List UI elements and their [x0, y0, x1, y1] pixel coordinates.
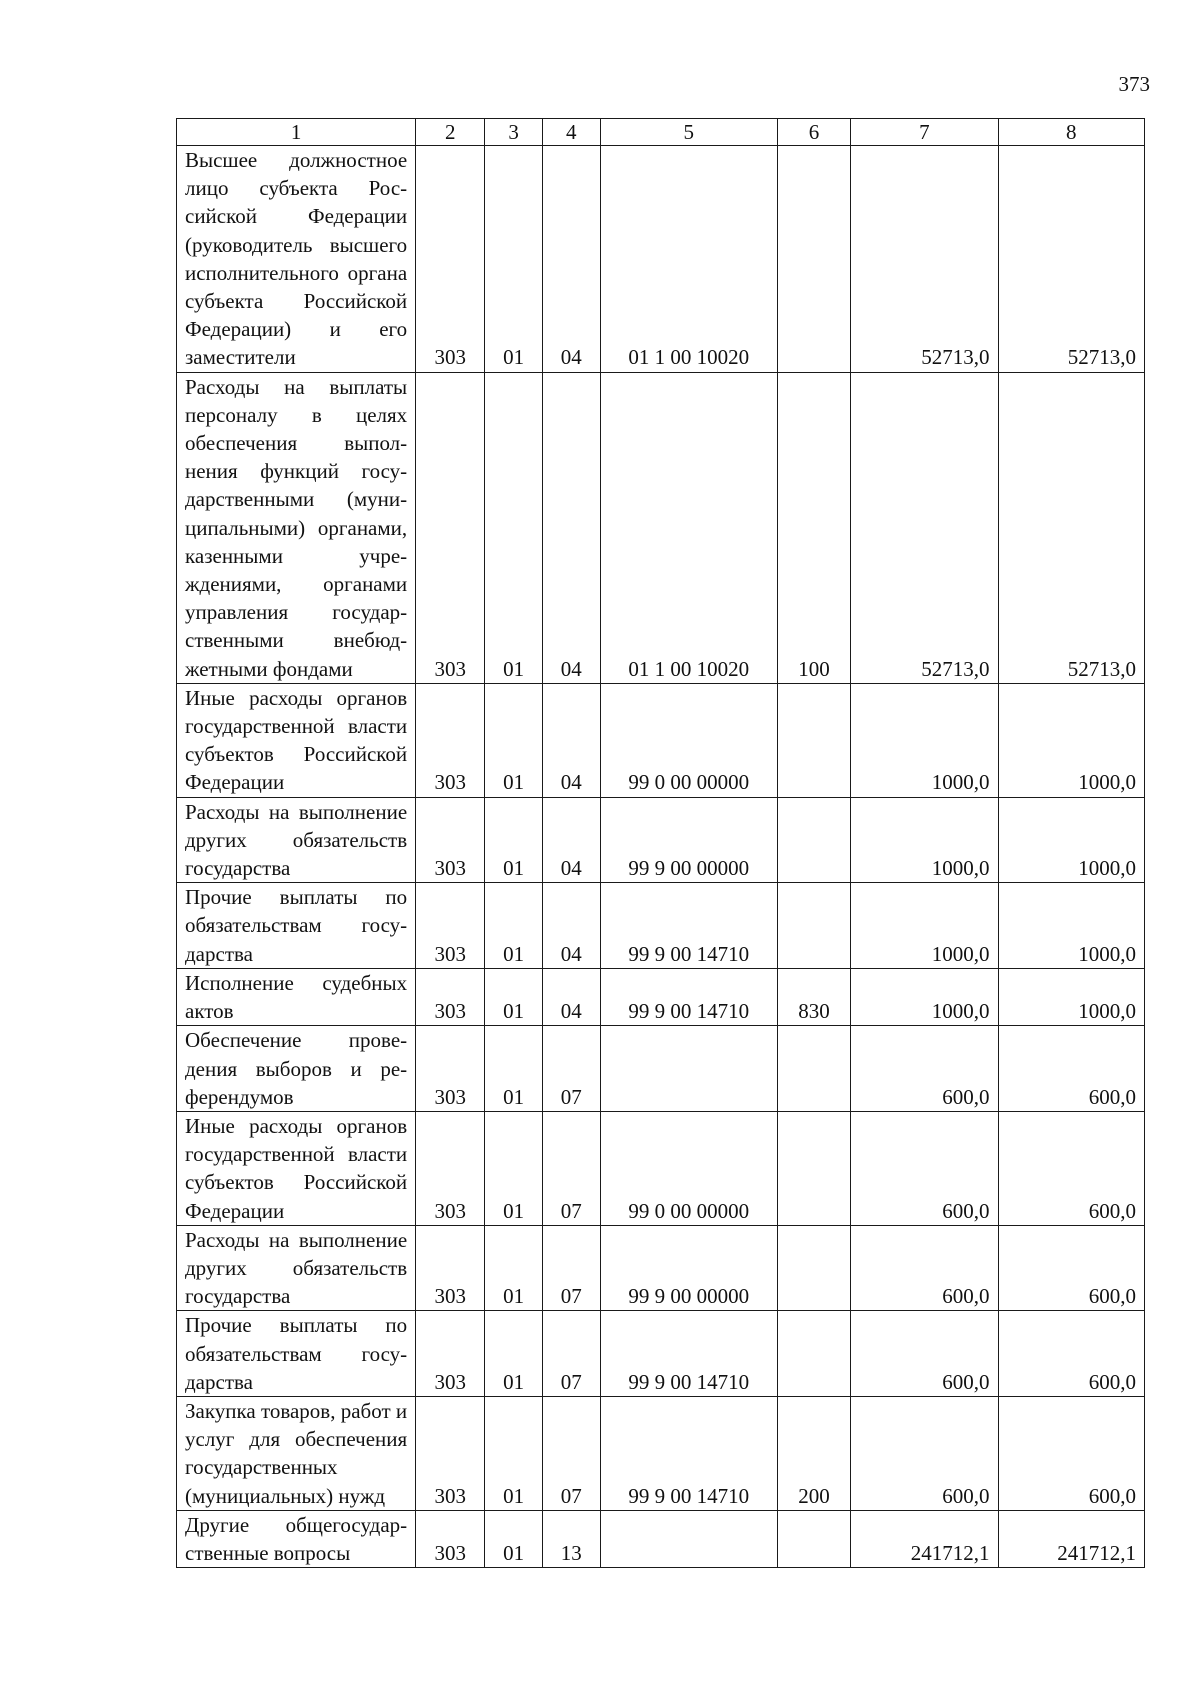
cell-amount-8: 52713,0	[998, 146, 1144, 373]
table-row	[177, 968, 1145, 1025]
budget-table	[176, 118, 1145, 1568]
row-description: Высшее должностное лицо субъекта Российской Федерации (руководитель высшего исполнительного органа субъекта Российской Федерации) и его заместители	[177, 146, 416, 373]
cell-code-5: 01 1 00 10020	[600, 372, 777, 683]
table-row	[177, 883, 1145, 969]
cell-code-3: 01	[485, 1510, 543, 1567]
table-row	[177, 797, 1145, 883]
cell-code-5: 99 0 00 00000	[600, 683, 777, 797]
cell-code-5: 99 9 00 00000	[600, 1225, 777, 1311]
table-row	[177, 1026, 1145, 1112]
cell-amount-7: 1000,0	[851, 797, 998, 883]
cell-code-6	[777, 1225, 850, 1311]
cell-code-3: 01	[485, 1225, 543, 1311]
cell-amount-7: 600,0	[851, 1026, 998, 1112]
column-header: 8	[998, 119, 1144, 146]
cell-code-6: 830	[777, 968, 850, 1025]
table-row	[177, 372, 1145, 683]
cell-code-2: 303	[416, 1026, 485, 1112]
cell-amount-7: 52713,0	[851, 146, 998, 373]
cell-code-5: 99 9 00 14710	[600, 968, 777, 1025]
cell-code-3: 01	[485, 797, 543, 883]
cell-amount-8: 600,0	[998, 1225, 1144, 1311]
cell-amount-8: 1000,0	[998, 683, 1144, 797]
cell-amount-8: 600,0	[998, 1396, 1144, 1510]
column-header: 5	[600, 119, 777, 146]
row-description: Расходы на выполнение других обязательств государства	[177, 1225, 416, 1311]
column-header: 6	[777, 119, 850, 146]
cell-code-2: 303	[416, 883, 485, 969]
cell-code-4: 04	[542, 683, 600, 797]
cell-code-4: 04	[542, 883, 600, 969]
cell-amount-7: 600,0	[851, 1396, 998, 1510]
cell-amount-8: 1000,0	[998, 968, 1144, 1025]
table-row	[177, 1510, 1145, 1567]
cell-code-2: 303	[416, 683, 485, 797]
header-row	[177, 119, 1145, 146]
cell-code-5: 99 9 00 14710	[600, 1396, 777, 1510]
cell-code-6: 100	[777, 372, 850, 683]
cell-code-2: 303	[416, 1510, 485, 1567]
cell-amount-8: 241712,1	[998, 1510, 1144, 1567]
row-description: Другие общегосударственные вопросы	[177, 1510, 416, 1567]
cell-code-5: 99 9 00 14710	[600, 1311, 777, 1397]
row-description: Расходы на выполнение других обязательств государства	[177, 797, 416, 883]
cell-code-2: 303	[416, 372, 485, 683]
row-description: Обеспечение проведения выборов и референдумов	[177, 1026, 416, 1112]
cell-amount-7: 1000,0	[851, 683, 998, 797]
row-description: Закупка товаров, работ и услуг для обеспечения государственных (мунициальных) нужд	[177, 1396, 416, 1510]
row-description: Исполнение судебных актов	[177, 968, 416, 1025]
column-header: 2	[416, 119, 485, 146]
cell-amount-8: 600,0	[998, 1311, 1144, 1397]
cell-code-5	[600, 1510, 777, 1567]
cell-code-6	[777, 1026, 850, 1112]
cell-amount-8: 52713,0	[998, 372, 1144, 683]
cell-code-4: 07	[542, 1111, 600, 1225]
table-row	[177, 683, 1145, 797]
table-row	[177, 1225, 1145, 1311]
cell-code-2: 303	[416, 1111, 485, 1225]
cell-amount-8: 1000,0	[998, 883, 1144, 969]
page-number: 373	[1118, 72, 1150, 96]
table-row	[177, 1111, 1145, 1225]
cell-amount-8: 600,0	[998, 1026, 1144, 1112]
cell-code-2: 303	[416, 1396, 485, 1510]
column-header: 4	[542, 119, 600, 146]
cell-code-4: 04	[542, 146, 600, 373]
cell-code-3: 01	[485, 883, 543, 969]
cell-amount-7: 1000,0	[851, 883, 998, 969]
table-row	[177, 1396, 1145, 1510]
table-row	[177, 146, 1145, 373]
cell-code-4: 07	[542, 1026, 600, 1112]
row-description: Прочие выплаты по обязательствам государства	[177, 883, 416, 969]
cell-code-3: 01	[485, 968, 543, 1025]
cell-code-5: 99 9 00 00000	[600, 797, 777, 883]
cell-code-6	[777, 146, 850, 373]
cell-code-5: 01 1 00 10020	[600, 146, 777, 373]
cell-code-4: 13	[542, 1510, 600, 1567]
cell-amount-7: 600,0	[851, 1311, 998, 1397]
cell-code-4: 07	[542, 1225, 600, 1311]
cell-code-4: 07	[542, 1396, 600, 1510]
cell-code-3: 01	[485, 372, 543, 683]
cell-code-2: 303	[416, 797, 485, 883]
cell-amount-8: 600,0	[998, 1111, 1144, 1225]
column-header: 1	[177, 119, 416, 146]
cell-code-6	[777, 797, 850, 883]
cell-code-3: 01	[485, 1026, 543, 1112]
cell-code-3: 01	[485, 146, 543, 373]
cell-code-2: 303	[416, 1225, 485, 1311]
row-description: Прочие выплаты по обязательствам государства	[177, 1311, 416, 1397]
cell-amount-7: 600,0	[851, 1111, 998, 1225]
cell-code-5	[600, 1026, 777, 1112]
cell-amount-7: 52713,0	[851, 372, 998, 683]
cell-code-4: 04	[542, 968, 600, 1025]
cell-code-5: 99 9 00 14710	[600, 883, 777, 969]
cell-code-4: 04	[542, 372, 600, 683]
cell-code-3: 01	[485, 1396, 543, 1510]
row-description: Иные расходы органов государственной власти субъектов Российской Федерации	[177, 683, 416, 797]
cell-code-6: 200	[777, 1396, 850, 1510]
cell-code-6	[777, 1510, 850, 1567]
row-description: Расходы на выплаты персоналу в целях обеспечения выполнения функций государственными (муниципальными) органами, казенными учреждениями, органами управления государственными внебюджетными фондами	[177, 372, 416, 683]
cell-code-6	[777, 1311, 850, 1397]
column-header: 3	[485, 119, 543, 146]
cell-code-3: 01	[485, 1111, 543, 1225]
cell-code-6	[777, 1111, 850, 1225]
table-row	[177, 1311, 1145, 1397]
cell-code-5: 99 0 00 00000	[600, 1111, 777, 1225]
cell-code-4: 07	[542, 1311, 600, 1397]
cell-code-6	[777, 683, 850, 797]
cell-amount-7: 1000,0	[851, 968, 998, 1025]
cell-code-2: 303	[416, 968, 485, 1025]
cell-amount-8: 1000,0	[998, 797, 1144, 883]
cell-code-3: 01	[485, 683, 543, 797]
cell-amount-7: 600,0	[851, 1225, 998, 1311]
row-description: Иные расходы органов государственной власти субъектов Российской Федерации	[177, 1111, 416, 1225]
cell-amount-7: 241712,1	[851, 1510, 998, 1567]
cell-code-2: 303	[416, 1311, 485, 1397]
cell-code-3: 01	[485, 1311, 543, 1397]
cell-code-2: 303	[416, 146, 485, 373]
column-header: 7	[851, 119, 998, 146]
cell-code-4: 04	[542, 797, 600, 883]
cell-code-6	[777, 883, 850, 969]
